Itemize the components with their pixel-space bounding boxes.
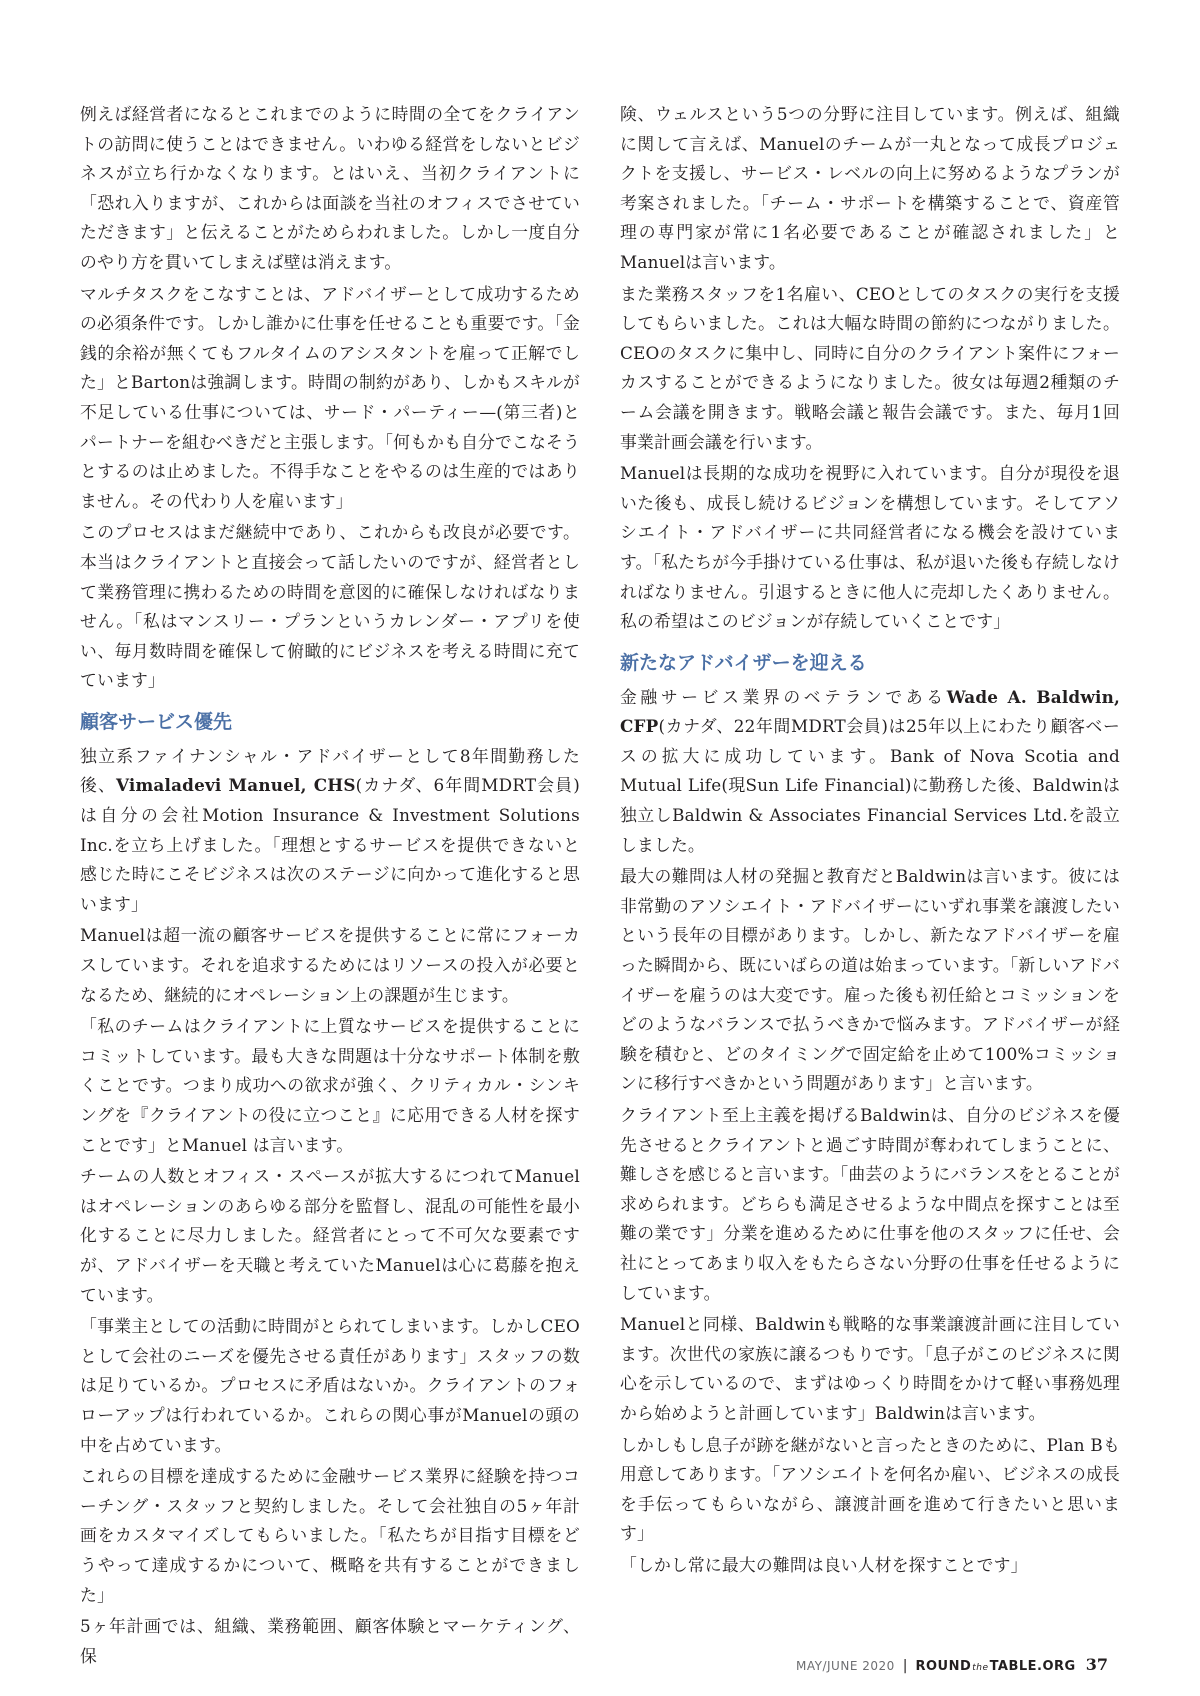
paragraph: チームの人数とオフィス・スペースが拡大するにつれてManuelはオペレーションのあらゆる部分を監督し、混乱の可能性を最小化することに尽力しました。経営者にとって不可欠な要素ですが、アドバイザーを天職と考えていたManuelは心に葛藤を抱えています。	[80, 1166, 580, 1305]
section-heading-new-advisors: 新たなアドバイザーを迎える	[620, 651, 867, 674]
paragraph-intro-baldwin	[620, 683, 1120, 861]
paragraph-intro-manuel	[80, 742, 580, 920]
footer-separator: |	[902, 1658, 908, 1674]
paragraph: また業務スタッフを1名雇い、CEOとしてのタスクの実行を支援してもらいました。これは大幅な時間の節約につながりました。CEOのタスクに集中し、同時に自分のクライアント案件にフォーカスすることができるようになりました。彼女は毎週2種類のチーム会議を開きます。戦略会議と報告会議です。また、毎月1回事業計画会議を行います。	[620, 283, 1120, 452]
page-footer	[796, 1655, 1108, 1674]
website-name	[915, 1659, 1075, 1674]
paragraph: 5ヶ年計画では、組織、業務範囲、顧客体験とマーケティング、保	[80, 1616, 580, 1666]
paragraph-text: (カナダ、22年間MDRT会員)は25年以上にわたり顧客ベースの拡大に成功しています。Bank of Nova Scotia and Mutual Life(現Sun Life Financial)に勤務した後、Baldwinは独立しBaldwin & Associates Financial Services Ltd.を設立しました。	[620, 716, 1120, 855]
paragraph: 最大の難問は人材の発掘と教育だとBaldwinは言います。彼には非常勤のアソシエイト・アドバイザーにいずれ事業を譲渡したいという長年の目標があります。しかし、新たなアドバイザーを雇った瞬間から、既にいばらの道は始まっています。「新しいアドバイザーを雇うのは大変です。雇った後も初任給とコミッションをどのようなバランスで払うべきかで悩みます。アドバイザーが経験を積むと、どのタイミングで固定給を止めて100%コミッションに移行すべきかという問題があります」と言います。	[620, 866, 1120, 1094]
right-column	[620, 100, 1120, 1583]
paragraph: 例えば経営者になるとこれまでのように時間の全てをクライアントの訪問に使うことはできません。いわゆる経営をしないとビジネスが立ち行かなくなります。とはいえ、当初クライアントに「恐れ入りますが、これからは面談を当社のオフィスでさせていただきます」と伝えることがためらわれました。しかし一度自分のやり方を貫いてしまえば壁は消えます。	[80, 104, 580, 272]
paragraph: Manuelと同様、Baldwinも戦略的な事業譲渡計画に注目しています。次世代の家族に譲るつもりです。「息子がこのビジネスに関心を示しているので、まずはゆっくり時間をかけて軽い事務処理から始めようと計画しています」Baldwinは言います。	[620, 1314, 1120, 1423]
paragraph-text: 金融サービス業界のベテランである	[620, 686, 947, 707]
paragraph: クライアント至上主義を掲げるBaldwinは、自分のビジネスを優先させるとクライアントと過ごす時間が奪われてしまうことに、難しさを感じると言います。「曲芸のようにバランスをとることが求められます。どちらも満足させるような中間点を探すことは至難の業です」分業を進めるために仕事を他のスタッフに任せ、会社にとってあまり収入をもたらさない分野の仕事を任せるようにしています。	[620, 1105, 1120, 1303]
paragraph: Manuelは超一流の顧客サービスを提供することに常にフォーカスしています。それを追求するためにはリソースの投入が必要となるため、継続的にオペレーション上の課題が生じます。	[80, 925, 580, 1005]
left-column	[80, 100, 580, 1673]
paragraph: 「しかし常に最大の難問は良い人材を探すことです」	[620, 1554, 1028, 1575]
website-name-the: the	[972, 1663, 989, 1673]
paragraph: これらの目標を達成するために金融サービス業界に経験を持つコーチング・スタッフと契約しました。そして会社独自の5ヶ年計画をカスタマイズしてもらいました。「私たちが目指す目標をどうやって達成するかについて、概略を共有することができました」	[80, 1466, 580, 1605]
paragraph: このプロセスはまだ継続中であり、これからも改良が必要です。本当はクライアントと直接会って話したいのですが、経営者として業務管理に携わるための時間を意図的に確保しなければなりません。「私はマンスリー・プランというカレンダー・アプリを使い、毎月数時間を確保して俯瞰的にビジネスを考える時間に充てています」	[80, 522, 580, 691]
page-number: 37	[1085, 1655, 1108, 1674]
paragraph: Manuelは長期的な成功を視野に入れています。自分が現役を退いた後も、成長し続けるビジョンを構想しています。そしてアソシエイト・アドバイザーに共同経営者になる機会を設けています。「私たちが今手掛けている仕事は、私が退いた後も存続しなければなりません。引退するときに他人に売却したくありません。私の希望はこのビジョンが存続していくことです」	[620, 463, 1120, 632]
section-heading-customer-service: 顧客サービス優先	[80, 710, 233, 733]
issue-date: MAY/JUNE 2020	[796, 1659, 895, 1673]
paragraph: 「私のチームはクライアントに上質なサービスを提供することにコミットしています。最も大きな問題は十分なサポート体制を敷くことです。つまり成功への欲求が強く、クリティカル・シンキングを『クライアントの役に立つこと』に応用できる人材を探すことです」とManuel は言います。	[80, 1016, 580, 1155]
website-name-round: ROUND	[915, 1659, 972, 1674]
website-name-table: TABLE.ORG	[989, 1659, 1076, 1674]
paragraph: 「事業主としての活動に時間がとられてしまいます。しかしCEOとして会社のニーズを優先させる責任があります」スタッフの数は足りているか。プロセスに矛盾はないか。クライアントのフォローアップは行われているか。これらの関心事がManuelの頭の中を占めています。	[80, 1316, 580, 1455]
person-name: Wade A. Baldwin, CFP	[620, 686, 1121, 737]
paragraph-text: (カナダ、6年間MDRT会員)は自分の会社Motion Insurance & Investment Solutions Inc.を立ち上げました。「理想とするサービスを提供できないと感じた時にこそビジネスは次のステージに向かって進化すると思います」	[80, 775, 580, 914]
person-name: Vimaladevi Manuel, CHS	[115, 775, 356, 796]
paragraph: マルチタスクをこなすことは、アドバイザーとして成功するための必須条件です。しかし誰かに仕事を任せることも重要です。「金銭的余裕が無くてもフルタイムのアシスタントを雇って正解でした」とBartonは強調します。時間の制約があり、しかもスキルが不足している仕事については、サード・パーティー—(第三者)とパートナーを組むべきだと主張します。「何もかも自分でこなそうとするのは止めました。不得手なことをやるのは生産的ではありません。その代わり人を雇います」	[80, 283, 580, 511]
paragraph: 険、ウェルスという5つの分野に注目しています。例えば、組織に関して言えば、Manuelのチームが一丸となって成長プロジェクトを支援し、サービス・レベルの向上に努めるようなプランが考案されました。「チーム・サポートを構築することで、資産管理の専門家が常に1名必要であることが確認されました」とManuelは言います。	[620, 104, 1120, 272]
paragraph: しかしもし息子が跡を継がないと言ったときのために、Plan Bも用意してあります。「アソシエイトを何名か雇い、ビジネスの成長を手伝ってもらいながら、譲渡計画を進めて行きたいと思います」	[620, 1434, 1120, 1544]
paragraph-text: 独立系ファイナンシャル・アドバイザーとして8年間勤務した後、	[80, 745, 580, 796]
